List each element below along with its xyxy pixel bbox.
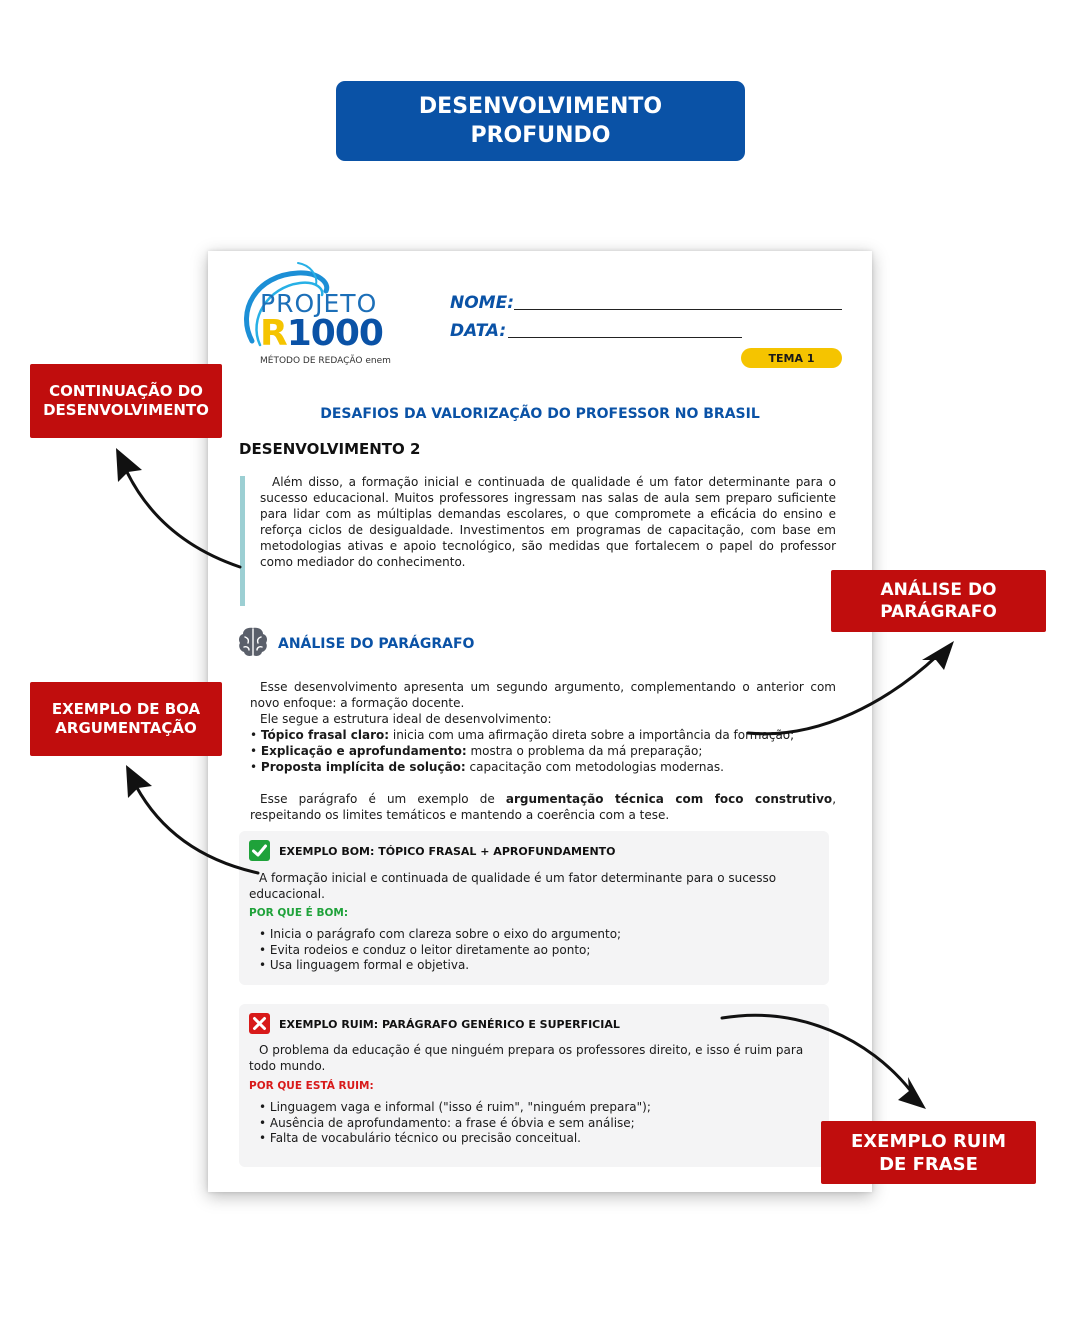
page-title: DESENVOLVIMENTO PROFUNDO xyxy=(418,94,663,148)
callout-analysis-label: ANÁLISE DO PARÁGRAFO xyxy=(880,580,997,622)
list-item: • Ausência de aprofundamento: a frase é óbvia e sem análise; xyxy=(259,1115,635,1130)
list-item: • Linguagem vaga e informal ("isso é ruim", "ninguém prepara"); xyxy=(259,1100,651,1114)
callout-good-argument-label: EXEMPLO DE BOA ARGUMENTAÇÃO xyxy=(51,700,201,737)
document-title: DESAFIOS DA VALORIZAÇÃO DO PROFESSOR NO BRASIL xyxy=(320,406,760,422)
analysis-intro: Esse desenvolvimento apresenta um segundo argumento, complementando o anterior com novo enfoque: a formação docente. xyxy=(250,680,836,710)
date-label: DATA: xyxy=(450,321,507,341)
analysis-closing: Esse parágrafo é um exemplo de argumentação técnica com foco construtivo, respeitando os limites temáticos e mantendo a coerência com a tese. xyxy=(250,792,837,822)
analysis-item: • Tópico frasal claro: inicia com uma afirmação direta sobre a importância da formação; xyxy=(250,728,795,742)
list-item: • Usa linguagem formal e objetiva. xyxy=(259,958,470,972)
list-item: • Evita rodeios e conduz o leitor diretamente ao ponto; xyxy=(259,942,591,957)
logo-1000: 1000 xyxy=(286,313,383,354)
good-example-text: A formação inicial e continuada de qualidade é um fator determinante para o sucesso educacional. xyxy=(249,871,777,901)
callout-bad-sentence-label: EXEMPLO RUIM DE FRASE xyxy=(850,1130,1007,1175)
bad-why-label: POR QUE ESTÁ RUIM: xyxy=(249,1080,374,1092)
analysis-item: • Explicação e aprofundamento: mostra o problema da má preparação; xyxy=(250,744,703,758)
logo-tagline: MÉTODO DE REDAÇÃO enem xyxy=(260,356,391,366)
bad-example-title: EXEMPLO RUIM: PARÁGRAFO GENÉRICO E SUPERFICIAL xyxy=(279,1018,620,1031)
analysis-item: • Proposta implícita de solução: capacitação com metodologias modernas. xyxy=(250,760,724,774)
list-item: • Inicia o parágrafo com clareza sobre o eixo do argumento; xyxy=(259,927,622,941)
arrow-continuation xyxy=(126,470,240,567)
development-paragraph: Além disso, a formação inicial e continuada de qualidade é um fator determinante para o sucesso educacional. Muitos professores ingressam nas salas de aula sem preparo suficiente para lidar com as múltiplas demandas escolares, o que compromete a eficácia do ensino e reforça ciclos de desigualdade. Investimentos em programas de capacitação, com base em metodologias ativas e apoio tecnológico, são medidas que fortalecem o papel do professor como mediador do conhecimento. xyxy=(260,475,836,569)
arrow-analysis xyxy=(748,655,938,734)
list-item: • Falta de vocabulário técnico ou precisão conceitual. xyxy=(259,1131,581,1145)
good-why-label: POR QUE É BOM: xyxy=(249,907,349,919)
tema-label: TEMA 1 xyxy=(768,351,815,365)
section-heading: DESENVOLVIMENTO 2 xyxy=(239,440,421,458)
analysis-structure-intro: Ele segue a estrutura ideal de desenvolvimento: xyxy=(260,712,552,726)
analysis-heading: ANÁLISE DO PARÁGRAFO xyxy=(278,636,475,652)
bad-example-text: O problema da educação é que ninguém prepara os professores direito, e isso é ruim para todo mundo. xyxy=(249,1043,804,1073)
logo-projeto: PROJETO xyxy=(260,289,378,318)
arrow-bad-sentence xyxy=(722,1015,910,1090)
callout-continuation-label: CONTINUAÇÃO DO DESENVOLVIMENTO xyxy=(43,382,209,419)
good-example-title: EXEMPLO BOM: TÓPICO FRASAL + APROFUNDAMENTO xyxy=(279,845,616,858)
name-label: NOME: xyxy=(450,293,515,313)
arrow-good-argument xyxy=(136,786,258,873)
logo-r-letter: R xyxy=(260,313,287,354)
